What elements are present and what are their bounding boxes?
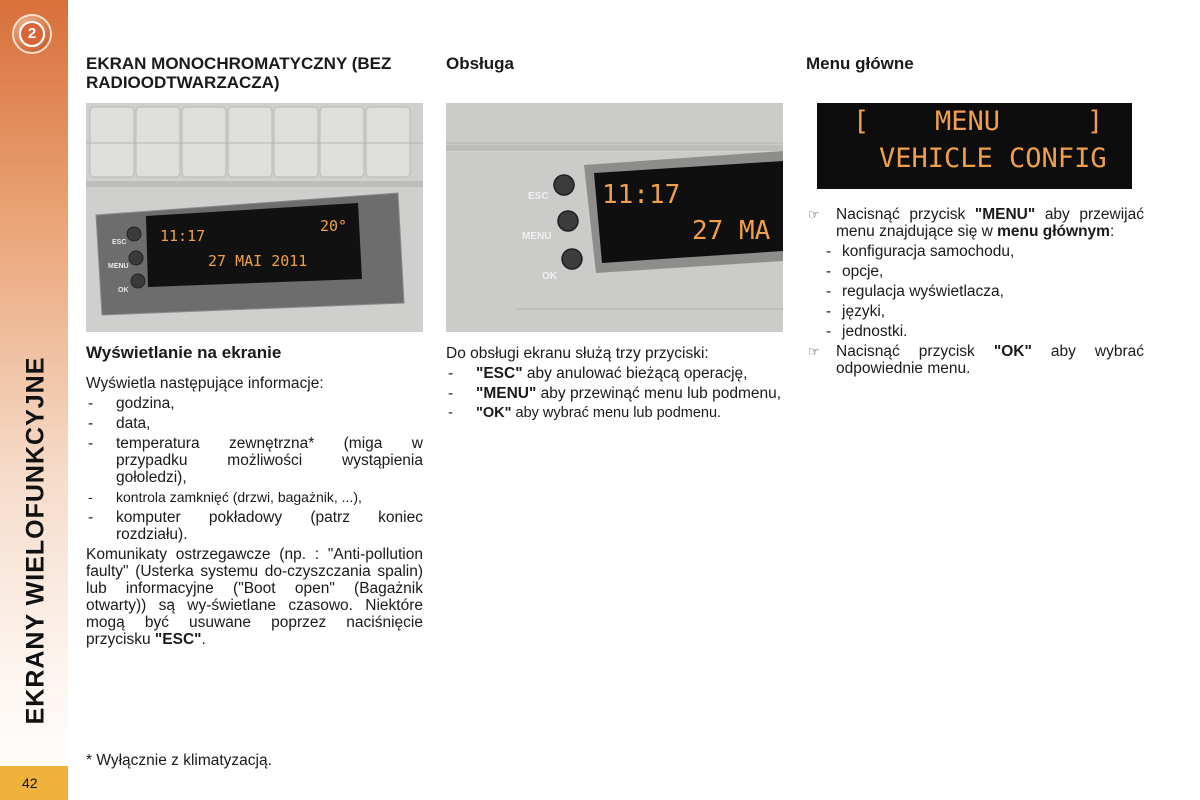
menu-options-list	[824, 243, 1144, 340]
lcd-date: 27 MAI 2011	[208, 252, 308, 270]
list-item: - komputer pokładowy (patrz koniec rozdziału).	[86, 509, 423, 543]
menu-button-label: MENU	[522, 231, 552, 242]
step-menu	[806, 206, 1144, 240]
esc-label: ESC	[112, 239, 127, 246]
step1-mid-text: aby przewijać menu znajdujące się w	[836, 206, 1144, 240]
ok-button-label: OK	[542, 271, 557, 282]
list-item: - temperatura zewnętrzna* (miga w przypadku możliwości wystąpienia gołoledzi),	[86, 435, 423, 486]
ok-label: OK	[118, 287, 129, 294]
subheading-display: Wyświetlanie na ekranie	[86, 343, 282, 362]
esc-key: "ESC"	[476, 365, 523, 382]
buttons-list	[446, 365, 783, 422]
section-title-container	[16, 340, 56, 740]
list-item: - regulacja wyświetlacza,	[824, 283, 1144, 300]
list-item: - konfiguracja samochodu,	[824, 243, 1144, 260]
list-item	[446, 385, 783, 402]
esc-button-label: ESC	[528, 191, 549, 202]
lcd-menu-title: MENU	[935, 106, 1001, 137]
heading-main-menu: Menu główne	[806, 54, 914, 73]
warning-paragraph	[86, 546, 423, 648]
lcd-date: 27 MA	[692, 216, 771, 246]
display-intro: Wyświetla następujące informacje:	[86, 375, 324, 392]
step2-end: aby wybrać odpowiednie menu.	[836, 343, 1144, 377]
menu-key: "MENU"	[974, 206, 1036, 223]
display-info-list	[86, 395, 423, 543]
heading-operation: Obsługa	[446, 54, 515, 73]
chapter-number: 2	[19, 21, 45, 47]
column-display-info	[86, 54, 423, 92]
warning-esc-key: "ESC"	[154, 631, 202, 648]
step1-text: Nacisnąć przycisk	[836, 206, 975, 223]
lcd-vehicle-config: VEHICLE CONFIG	[879, 143, 1107, 174]
step-ok	[806, 343, 1144, 377]
chapter-badge-icon	[12, 14, 52, 54]
list-item	[446, 365, 783, 382]
list-item	[446, 405, 783, 422]
list-item: - opcje,	[824, 263, 1144, 280]
list-item: - data,	[86, 415, 423, 432]
page-number: 42	[0, 766, 68, 800]
menu-description: aby przewinąć menu lub podmenu,	[536, 385, 782, 402]
control-buttons-photo	[446, 103, 783, 332]
chapter-sidebar	[0, 0, 68, 800]
esc-description: aby anulować bieżącą operację,	[522, 365, 748, 382]
pointing-hand-icon: ☞	[808, 207, 820, 222]
ok-key: "OK"	[993, 343, 1032, 360]
lcd-bracket-left: [	[853, 106, 870, 137]
footnote: * Wyłącznie z klimatyzacją.	[86, 752, 272, 769]
ok-description: aby wybrać menu lub podmenu.	[511, 405, 722, 421]
main-menu-term: menu głównym	[997, 223, 1110, 240]
list-item: - godzina,	[86, 395, 423, 412]
heading-monochrome-screen: EKRAN MONOCHROMATYCZNY (BEZ RADIOODTWARZACZA)	[86, 54, 392, 92]
step2-text: Nacisnąć przycisk	[836, 343, 994, 360]
lcd-time: 11:17	[602, 180, 681, 210]
main-menu-section	[806, 206, 1144, 377]
lcd-bracket-right: ]	[1087, 106, 1104, 137]
column-operation	[446, 54, 783, 73]
pointing-hand-icon: ☞	[808, 344, 820, 359]
list-item: - języki,	[824, 303, 1144, 320]
menu-lcd-screenshot	[817, 103, 1132, 189]
operation-intro: Do obsługi ekranu służą trzy przyciski:	[446, 345, 709, 362]
list-item: - kontrola zamknięć (drzwi, bagażnik, ...),	[86, 489, 423, 506]
menu-label: MENU	[108, 263, 129, 270]
list-item: - jednostki.	[824, 323, 1144, 340]
warning-text: Komunikaty ostrzegawcze (np. : "Anti-pollution faulty" (Usterka systemu do-czyszczania spalin) lub informacyjne ("Boot open" (Bagażnik otwarty)) są wy-świetlane czasowo. Niektóre mogą być usuwane poprzez naciśnięcie przycisku	[86, 546, 423, 648]
warning-end: .	[201, 631, 206, 648]
menu-key: "MENU"	[476, 385, 537, 402]
section-title: EKRANY WIELOFUNKCYJNE	[21, 356, 50, 725]
ok-key: "OK"	[476, 405, 512, 421]
display-info-section	[86, 344, 423, 648]
lcd-time: 11:17	[160, 227, 206, 245]
operation-section	[446, 345, 783, 425]
monochrome-screen-photo	[86, 103, 423, 332]
step1-end: :	[1109, 223, 1115, 240]
lcd-temperature: 20°	[320, 217, 348, 235]
column-main-menu	[806, 54, 1144, 73]
